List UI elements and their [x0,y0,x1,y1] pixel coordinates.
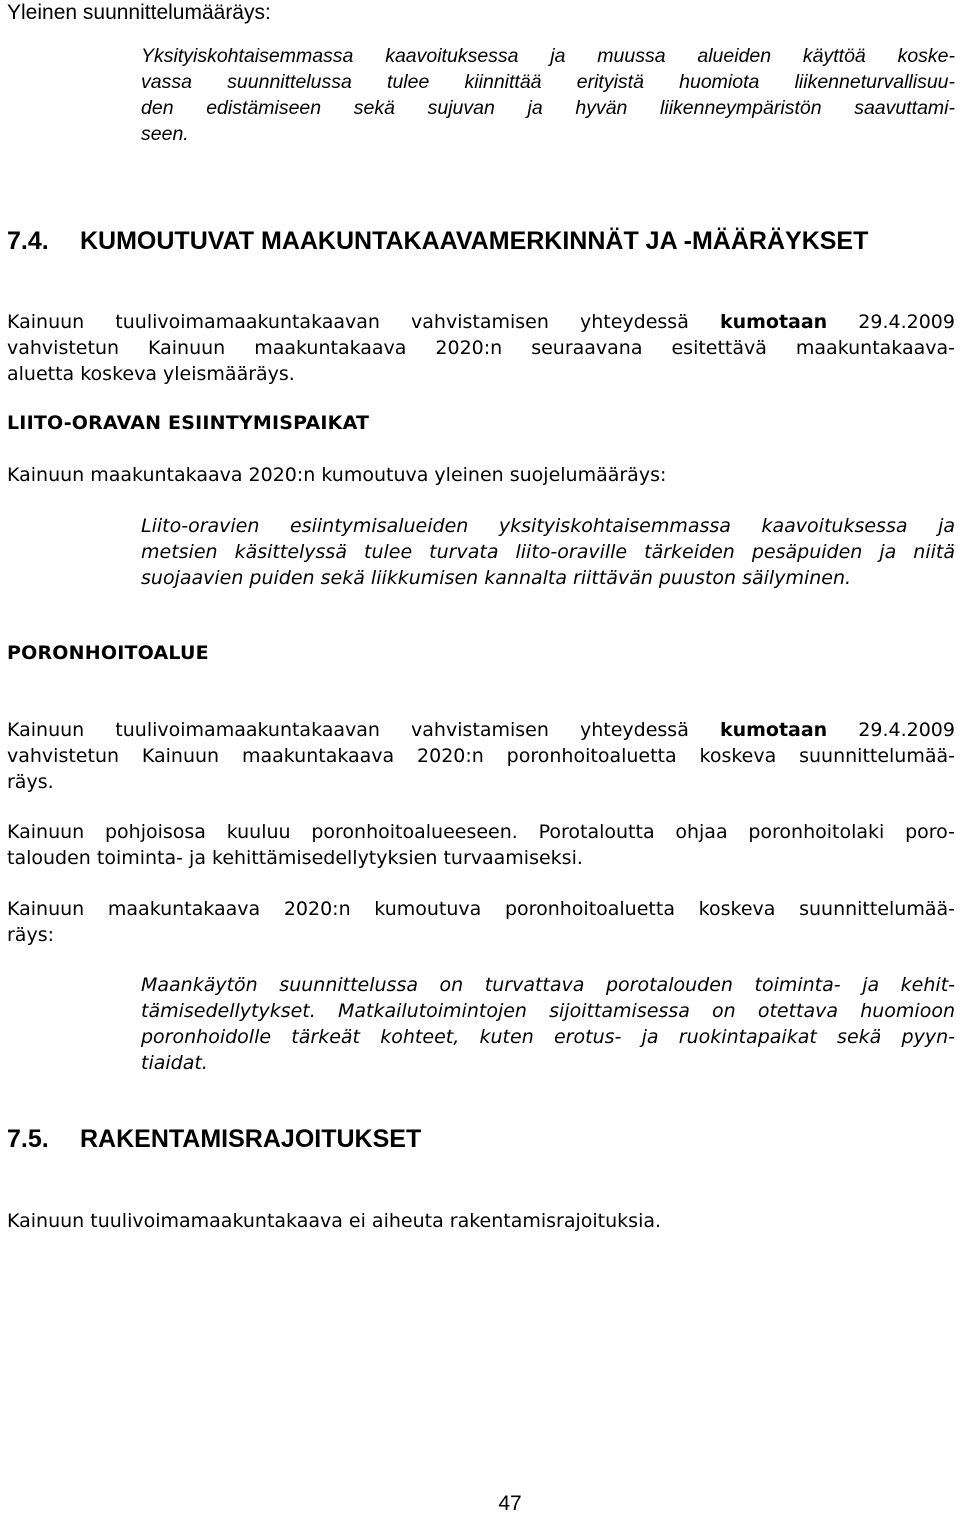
paragraph-line: Kainuun pohjoisosa kuuluu poronhoitoalueeseen. Porotaloutta ohjaa poronhoitolaki poro- [7,821,955,843]
poro-paragraph-1 [7,717,955,795]
section-heading-7-5 [0,1124,960,1154]
general-regulation-heading: Yleinen suunnittelumääräys: [7,1,271,24]
paragraph-line: Kainuun tuulivoimamaakuntakaavan vahvistamisen yhteydessä kumotaan 29.4.2009 [7,719,955,741]
section-heading-7-4 [0,226,960,256]
paragraph-line: aluetta koskeva yleismääräys. [7,363,295,385]
paragraph-line: talouden toiminta- ja kehittämisedellytyksien turvaamiseksi. [7,847,583,869]
bold-term: kumotaan [719,311,828,333]
quote-line: vassa suunnittelussa tulee kiinnittää erityistä huomiota liikenneturvallisuu- [141,71,955,93]
paragraph-line: Kainuun maakuntakaava 2020:n kumoutuva poronhoitoaluetta koskeva suunnittelumää- [7,898,955,920]
quote-line: tiaidat. [141,1052,208,1074]
section-7-4-intro-paragraph [7,309,955,387]
section-title: KUMOUTUVAT MAAKUNTAKAAVAMERKINNÄT JA -MÄÄRÄYKSET [80,227,869,255]
paragraph-line: vahvistetun Kainuun maakuntakaava 2020:n seuraavana esitettävä maakuntakaava- [7,337,955,359]
quote-line: seen. [141,123,189,145]
section-title: RAKENTAMISRAJOITUKSET [80,1125,422,1153]
quote-line: metsien käsittelyssä tulee turvata liito-oraville tärkeiden pesäpuiden ja niitä [141,541,955,563]
quote-line: Yksityiskohtaisemmassa kaavoituksessa ja muussa alueiden käyttöä koske- [141,45,955,67]
quote-line: den edistämiseen sekä sujuvan ja hyvän liikenneympäristön saavuttami- [141,97,955,119]
paragraph-line: räys: [7,924,54,946]
quote-line: suojaavien puiden sekä liikkumisen kannalta riittävän puuston säilyminen. [141,567,852,589]
liito-orava-intro: Kainuun maakuntakaava 2020:n kumoutuva yleinen suojelumääräys: [7,464,667,486]
liito-orava-heading: LIITO-ORAVAN ESIINTYMISPAIKAT [7,412,370,434]
section-7-5-paragraph: Kainuun tuulivoimamaakuntakaava ei aiheuta rakentamisrajoituksia. [7,1210,662,1232]
section-number: 7.5. [7,1125,49,1153]
bold-term: kumotaan [719,719,828,741]
poronhoitoalue-heading: PORONHOITOALUE [7,642,209,664]
quote-line: tämisedellytykset. Matkailutoimintojen sijoittamisessa on otettava huomioon [141,1000,955,1022]
poro-quote [141,972,955,1076]
quote-line: Liito-oravien esiintymisalueiden yksityiskohtaisemmassa kaavoituksessa ja [141,515,955,537]
liito-orava-quote [141,513,955,591]
poro-paragraph-2 [7,819,955,871]
quote-line: Maankäytön suunnittelussa on turvattava porotalouden toiminta- ja kehit- [141,974,955,996]
page-number: 47 [498,1492,522,1515]
general-regulation-quote [141,43,955,147]
section-number: 7.4. [7,227,49,255]
paragraph-line: räys. [7,771,54,793]
quote-line: poronhoidolle tärkeät kohteet, kuten erotus- ja ruokintapaikat sekä pyyn- [141,1026,955,1048]
poro-paragraph-3 [7,896,955,948]
paragraph-line: Kainuun tuulivoimamaakuntakaavan vahvistamisen yhteydessä kumotaan 29.4.2009 [7,311,955,333]
paragraph-line: vahvistetun Kainuun maakuntakaava 2020:n poronhoitoaluetta koskeva suunnittelumää- [7,745,955,767]
